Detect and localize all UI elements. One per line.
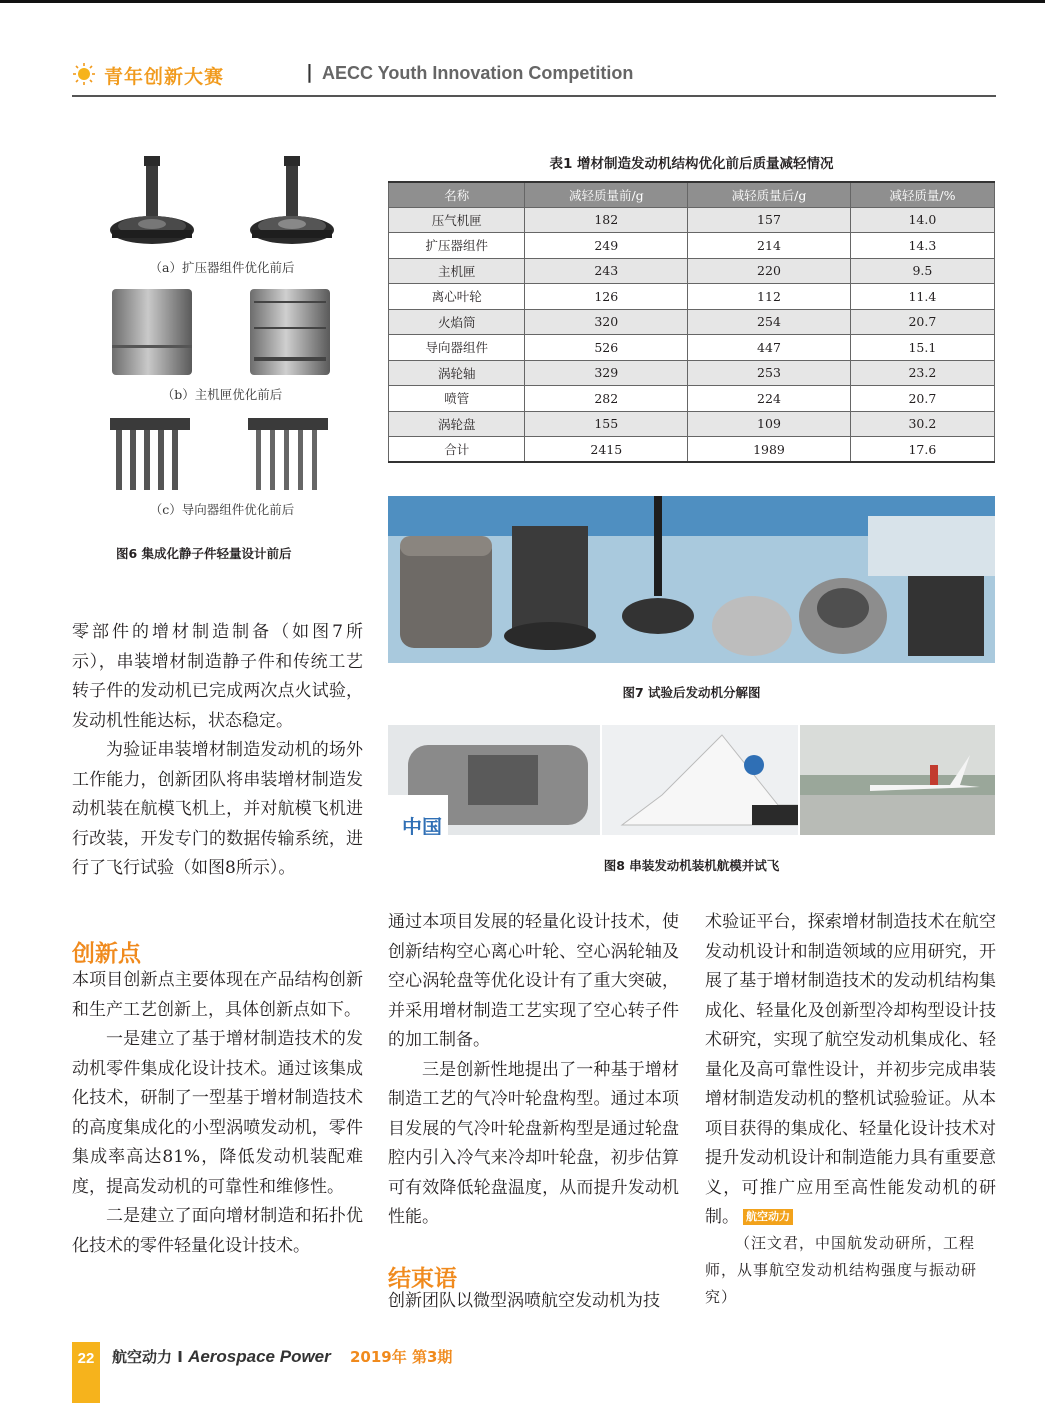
table-row [389, 437, 995, 463]
issue-label: 2019年 第3期 [350, 1348, 453, 1366]
table-cell: 220 [688, 258, 851, 284]
magazine-name-cn: 航空动力 [112, 1348, 173, 1366]
table-cell: 249 [525, 233, 688, 259]
footer-magazine [112, 1346, 452, 1367]
figure-8-photo-2 [602, 725, 798, 835]
table-row [389, 335, 995, 361]
figure-6a-caption: （a）扩压器组件优化前后 [149, 260, 295, 275]
figure-8-photo-3 [800, 725, 995, 835]
top-rule [0, 0, 1045, 3]
table-cell: 320 [525, 309, 688, 335]
conclusion-text [388, 1287, 679, 1317]
table-1-title: 表1 增材制造发动机结构优化前后质量减轻情况 [549, 156, 834, 172]
table-row [389, 284, 995, 310]
table-cell: 火焰筒 [389, 309, 525, 335]
header-title-en: AECC Youth Innovation Competition [322, 63, 634, 83]
table-header-cell: 减轻质量后/g [688, 182, 851, 207]
header-rule [72, 95, 996, 97]
table-header-cell: 名称 [389, 182, 525, 207]
paragraph: 本项目创新点主要体现在产品结构创新和生产工艺创新上，具体创新点如下。 [72, 970, 363, 1020]
table-cell: 离心叶轮 [389, 284, 525, 310]
table-header-row [389, 182, 995, 207]
table-header-cell: 减轻质量/% [850, 182, 994, 207]
figure-7-caption: 图7 试验后发动机分解图 [622, 685, 761, 700]
model-aircraft-flight-image [800, 725, 995, 835]
table-1 [388, 181, 995, 463]
table-row [389, 233, 995, 259]
figure-8-photo-1 [388, 725, 600, 835]
diffuser-before-image [108, 154, 196, 258]
table-row [389, 258, 995, 284]
main-casing-before-image [110, 287, 194, 377]
author-note: （汪文君，中国航发动研所，工程师，从事航空发动机结构强度与振动研究） [705, 1234, 978, 1306]
table-cell: 157 [688, 207, 851, 233]
table-cell: 253 [688, 360, 851, 386]
table-cell: 2415 [525, 437, 688, 463]
table-row [389, 411, 995, 437]
table-cell: 14.3 [850, 233, 994, 259]
page-number: 22 [77, 1350, 95, 1367]
table-cell: 23.2 [850, 360, 994, 386]
photo-text: 中国 [402, 815, 442, 835]
col3-text [705, 908, 996, 1233]
table-cell: 329 [525, 360, 688, 386]
col1-top-text [72, 618, 363, 884]
paragraph: 二是建立了面向增材制造和拓扑优化技术的零件轻量化设计技术。 [72, 1206, 363, 1256]
table-cell: 447 [688, 335, 851, 361]
footer-separator: I [177, 1348, 183, 1366]
figure-6-caption: 图6 集成化静子件轻量设计前后 [116, 546, 292, 561]
header-title-cn: 青年创新大赛 [104, 66, 225, 88]
table-cell: 涡轮盘 [389, 411, 525, 437]
disassembled-engine-image [388, 496, 995, 663]
figure-6b-caption: （b）主机匣优化前后 [161, 387, 283, 402]
figure-8-caption: 图8 串装发动机装机航模并试飞 [603, 858, 780, 873]
paragraph: 三是创新性地提出了一种基于增材制造工艺的气冷叶轮盘构型。通过本项目发展的气冷叶轮盘新构型是通过轮盘腔内引入冷气来冷却叶轮盘，初步估算可有效降低轮盘温度，从而提升发动机性能。 [388, 1059, 679, 1227]
table-cell: 喷管 [389, 386, 525, 412]
section-heading-innovation: 创新点 [72, 941, 141, 967]
paragraph-text: 术验证平台，探索增材制造技术在航空发动机设计和制造领域的应用研究，开展了基于增材制造技术的发动机结构集成化、轻量化及创新型冷却构型设计技术研究，实现了航空发动机集成化、轻量化及高可靠性设计，并初步完成串装增材制造发动机的整机试验验证。从本项目获得的集成化、轻量化设计技术对提升发动机设计和制造能力具有重要意义，可推广应用至高性能发动机的研制。 [705, 912, 996, 1227]
paragraph: 创新团队以微型涡喷航空发动机为技 [388, 1291, 660, 1311]
table-cell: 11.4 [850, 284, 994, 310]
table-cell: 9.5 [850, 258, 994, 284]
model-aircraft-tail-image [602, 725, 798, 835]
running-header [72, 60, 996, 98]
table-cell: 155 [525, 411, 688, 437]
figure-6 [72, 140, 372, 560]
table-cell: 涡轮轴 [389, 360, 525, 386]
table-cell: 526 [525, 335, 688, 361]
table-cell: 1989 [688, 437, 851, 463]
paragraph: 零部件的增材制造制备（如图7所示），串装增材制造静子件和传统工艺转子件的发动机已完成两次点火试验，发动机性能达标，状态稳定。 [72, 622, 363, 731]
table-cell: 109 [688, 411, 851, 437]
sun-logo-icon [72, 62, 96, 86]
magazine-name-en: Aerospace Power [188, 1347, 331, 1366]
table-cell: 20.7 [850, 309, 994, 335]
table-cell: 254 [688, 309, 851, 335]
innovation-text [72, 966, 363, 1261]
figure-6c-caption: （c）导向器组件优化前后 [149, 502, 295, 517]
table-header-cell: 减轻质量前/g [525, 182, 688, 207]
table-cell: 282 [525, 386, 688, 412]
paragraph: 为验证串装增材制造发动机的场外工作能力，创新团队将串装增材制造发动机装在航模飞机上，并对航模飞机进行改装，开发专门的数据传输系统，进行了飞行试验（如图8所示）。 [72, 740, 363, 878]
table-row [389, 386, 995, 412]
main-casing-after-image [248, 287, 332, 377]
paragraph: 一是建立了基于增材制造技术的发动机零件集成化设计技术。通过该集成化技术，研制了一型基于增材制造技术的高度集成化的小型涡喷发动机，零件集成率高达81%，降低发动机装配难度，提高发动机的可靠性和维修性。 [72, 1029, 363, 1197]
section-heading-conclusion: 结束语 [388, 1266, 457, 1292]
paragraph [705, 908, 996, 1233]
table-cell: 30.2 [850, 411, 994, 437]
table-row [389, 207, 995, 233]
guide-vane-after-image [248, 416, 328, 492]
table-cell: 224 [688, 386, 851, 412]
header-separator: | [306, 61, 313, 83]
table-cell: 导向器组件 [389, 335, 525, 361]
guide-vane-before-image [110, 416, 190, 492]
table-cell: 14.0 [850, 207, 994, 233]
end-mark-logo: 航空动力 [743, 1209, 793, 1225]
table-cell: 17.6 [850, 437, 994, 463]
table-row [389, 309, 995, 335]
table-cell: 112 [688, 284, 851, 310]
paragraph: 通过本项目发展的轻量化设计技术，使创新结构空心离心叶轮、空心涡轮轴及空心涡轮盘等优化设计有了重大突破，并采用增材制造工艺实现了空心转子件的加工制备。 [388, 912, 679, 1050]
figure-7-photo [388, 496, 995, 663]
table-cell: 压气机匣 [389, 207, 525, 233]
table-cell: 主机匣 [389, 258, 525, 284]
table-cell: 214 [688, 233, 851, 259]
table-cell: 243 [525, 258, 688, 284]
diffuser-after-image [248, 154, 336, 258]
table-row [389, 360, 995, 386]
table-cell: 15.1 [850, 335, 994, 361]
table-cell: 合计 [389, 437, 525, 463]
table-cell: 182 [525, 207, 688, 233]
col2-text [388, 908, 679, 1233]
table-cell: 126 [525, 284, 688, 310]
table-cell: 20.7 [850, 386, 994, 412]
table-cell: 扩压器组件 [389, 233, 525, 259]
